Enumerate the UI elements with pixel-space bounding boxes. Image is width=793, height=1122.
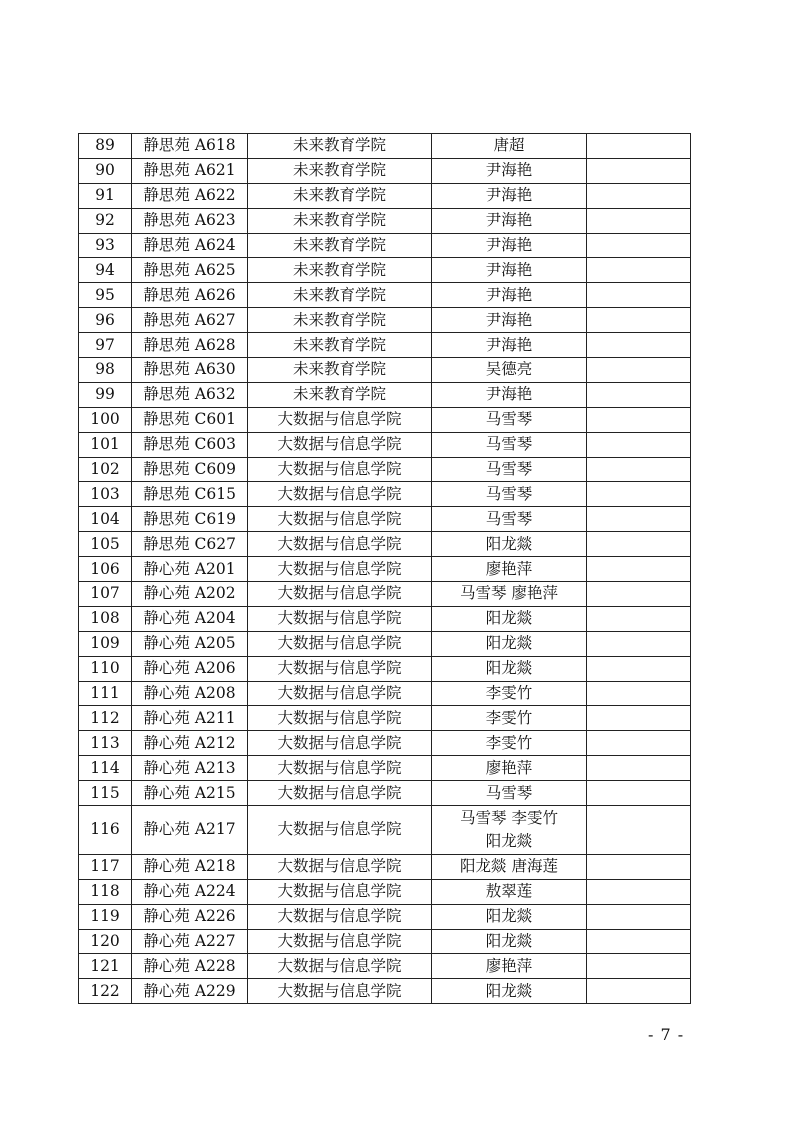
room-cell: 静心苑 A211: [132, 706, 248, 731]
table-row: [79, 681, 691, 706]
staff-cell: 马雪琴: [432, 432, 587, 457]
staff-cell: 阳龙燚 唐海莲: [432, 854, 587, 879]
college-cell: 大数据与信息学院: [248, 756, 432, 781]
note-cell: [587, 183, 691, 208]
note-cell: [587, 731, 691, 756]
college-cell: 大数据与信息学院: [248, 731, 432, 756]
college-cell: 大数据与信息学院: [248, 606, 432, 631]
room-cell: 静心苑 A217: [132, 806, 248, 855]
room-cell: 静心苑 A215: [132, 781, 248, 806]
room-cell: 静思苑 A626: [132, 283, 248, 308]
college-cell: 未来教育学院: [248, 183, 432, 208]
room-cell: 静心苑 A201: [132, 557, 248, 582]
college-cell: 大数据与信息学院: [248, 582, 432, 607]
note-cell: [587, 656, 691, 681]
row-number: 110: [79, 656, 132, 681]
room-cell: 静思苑 C615: [132, 482, 248, 507]
room-cell: 静思苑 C601: [132, 407, 248, 432]
room-cell: 静思苑 C619: [132, 507, 248, 532]
note-cell: [587, 806, 691, 855]
staff-cell: 阳龙燚: [432, 606, 587, 631]
college-cell: 未来教育学院: [248, 308, 432, 333]
room-cell: 静思苑 C627: [132, 532, 248, 557]
staff-cell: 李雯竹: [432, 681, 587, 706]
room-cell: 静思苑 A621: [132, 158, 248, 183]
table-row: [79, 756, 691, 781]
table-row: [79, 582, 691, 607]
table-row: [79, 158, 691, 183]
staff-cell: 吴德亮: [432, 358, 587, 383]
row-number: 112: [79, 706, 132, 731]
room-cell: 静心苑 A205: [132, 631, 248, 656]
staff-cell: 尹海艳: [432, 283, 587, 308]
table-row: [79, 208, 691, 233]
college-cell: 大数据与信息学院: [248, 507, 432, 532]
note-cell: [587, 457, 691, 482]
row-number: 107: [79, 582, 132, 607]
row-number: 120: [79, 929, 132, 954]
row-number: 90: [79, 158, 132, 183]
college-cell: 未来教育学院: [248, 258, 432, 283]
room-cell: 静思苑 A627: [132, 308, 248, 333]
room-cell: 静思苑 A625: [132, 258, 248, 283]
table-row: [79, 333, 691, 358]
table-row: [79, 532, 691, 557]
room-cell: 静心苑 A202: [132, 582, 248, 607]
college-cell: 未来教育学院: [248, 134, 432, 159]
room-cell: 静思苑 A628: [132, 333, 248, 358]
row-number: 121: [79, 954, 132, 979]
staff-cell: 廖艳萍: [432, 756, 587, 781]
note-cell: [587, 134, 691, 159]
staff-cell: 尹海艳: [432, 258, 587, 283]
note-cell: [587, 879, 691, 904]
row-number: 91: [79, 183, 132, 208]
row-number: 89: [79, 134, 132, 159]
staff-cell: 尹海艳: [432, 158, 587, 183]
staff-cell: 阳龙燚: [432, 656, 587, 681]
room-cell: 静心苑 A204: [132, 606, 248, 631]
college-cell: 大数据与信息学院: [248, 557, 432, 582]
note-cell: [587, 904, 691, 929]
row-number: 96: [79, 308, 132, 333]
table-row: [79, 482, 691, 507]
college-cell: 大数据与信息学院: [248, 806, 432, 855]
staff-cell: 唐超: [432, 134, 587, 159]
staff-cell: 尹海艳: [432, 382, 587, 407]
table-row: [79, 979, 691, 1004]
room-cell: 静心苑 A213: [132, 756, 248, 781]
college-cell: 未来教育学院: [248, 233, 432, 258]
staff-cell: 阳龙燚: [432, 929, 587, 954]
row-number: 119: [79, 904, 132, 929]
room-cell: 静思苑 C603: [132, 432, 248, 457]
staff-cell: 阳龙燚: [432, 631, 587, 656]
college-cell: 大数据与信息学院: [248, 432, 432, 457]
note-cell: [587, 781, 691, 806]
note-cell: [587, 929, 691, 954]
college-cell: 大数据与信息学院: [248, 457, 432, 482]
college-cell: 大数据与信息学院: [248, 954, 432, 979]
room-cell: 静心苑 A227: [132, 929, 248, 954]
college-cell: 未来教育学院: [248, 283, 432, 308]
row-number: 116: [79, 806, 132, 855]
staff-cell: 李雯竹: [432, 706, 587, 731]
table-row: [79, 308, 691, 333]
note-cell: [587, 681, 691, 706]
college-cell: 未来教育学院: [248, 208, 432, 233]
college-cell: 未来教育学院: [248, 358, 432, 383]
staff-cell: 马雪琴: [432, 482, 587, 507]
staff-cell: 马雪琴: [432, 507, 587, 532]
note-cell: [587, 432, 691, 457]
room-cell: 静心苑 A206: [132, 656, 248, 681]
college-cell: 大数据与信息学院: [248, 482, 432, 507]
note-cell: [587, 233, 691, 258]
staff-cell: 阳龙燚: [432, 904, 587, 929]
table-body: [79, 134, 691, 1004]
staff-cell: 尹海艳: [432, 308, 587, 333]
row-number: 108: [79, 606, 132, 631]
row-number: 98: [79, 358, 132, 383]
note-cell: [587, 283, 691, 308]
row-number: 115: [79, 781, 132, 806]
college-cell: 大数据与信息学院: [248, 879, 432, 904]
staff-cell: 马雪琴: [432, 407, 587, 432]
row-number: 100: [79, 407, 132, 432]
row-number: 118: [79, 879, 132, 904]
staff-cell: 马雪琴: [432, 457, 587, 482]
college-cell: 大数据与信息学院: [248, 904, 432, 929]
table-row: [79, 706, 691, 731]
college-cell: 大数据与信息学院: [248, 407, 432, 432]
table-row: [79, 929, 691, 954]
college-cell: 大数据与信息学院: [248, 532, 432, 557]
room-cell: 静思苑 A622: [132, 183, 248, 208]
note-cell: [587, 954, 691, 979]
room-cell: 静思苑 C609: [132, 457, 248, 482]
table-row: [79, 407, 691, 432]
room-cell: 静心苑 A212: [132, 731, 248, 756]
table-row: [79, 283, 691, 308]
college-cell: 未来教育学院: [248, 158, 432, 183]
staff-cell: 李雯竹: [432, 731, 587, 756]
row-number: 105: [79, 532, 132, 557]
room-cell: 静心苑 A228: [132, 954, 248, 979]
note-cell: [587, 208, 691, 233]
row-number: 95: [79, 283, 132, 308]
college-cell: 大数据与信息学院: [248, 979, 432, 1004]
row-number: 117: [79, 854, 132, 879]
table-row: [79, 233, 691, 258]
table-row: [79, 258, 691, 283]
note-cell: [587, 756, 691, 781]
row-number: 104: [79, 507, 132, 532]
college-cell: 大数据与信息学院: [248, 631, 432, 656]
row-number: 106: [79, 557, 132, 582]
staff-cell: 尹海艳: [432, 233, 587, 258]
note-cell: [587, 258, 691, 283]
table-row: [79, 457, 691, 482]
note-cell: [587, 358, 691, 383]
staff-cell: 尹海艳: [432, 183, 587, 208]
note-cell: [587, 333, 691, 358]
note-cell: [587, 606, 691, 631]
college-cell: 未来教育学院: [248, 382, 432, 407]
room-cell: 静思苑 A623: [132, 208, 248, 233]
table-row: [79, 854, 691, 879]
college-cell: 大数据与信息学院: [248, 706, 432, 731]
table-row: [79, 606, 691, 631]
room-cell: 静心苑 A224: [132, 879, 248, 904]
note-cell: [587, 854, 691, 879]
table-row: [79, 631, 691, 656]
note-cell: [587, 631, 691, 656]
staff-cell: 尹海艳: [432, 333, 587, 358]
college-cell: 大数据与信息学院: [248, 929, 432, 954]
room-cell: 静心苑 A229: [132, 979, 248, 1004]
note-cell: [587, 582, 691, 607]
college-cell: 大数据与信息学院: [248, 854, 432, 879]
table-row: [79, 183, 691, 208]
staff-line: 阳龙燚: [485, 831, 533, 850]
table-row: [79, 954, 691, 979]
note-cell: [587, 706, 691, 731]
staff-cell: 马雪琴: [432, 781, 587, 806]
room-cell: 静心苑 A208: [132, 681, 248, 706]
room-cell: 静思苑 A632: [132, 382, 248, 407]
table-row: [79, 432, 691, 457]
table-row: [79, 382, 691, 407]
note-cell: [587, 557, 691, 582]
note-cell: [587, 308, 691, 333]
staff-line: 马雪琴 李雯竹: [460, 808, 558, 827]
table-row: [79, 134, 691, 159]
note-cell: [587, 158, 691, 183]
staff-cell: [432, 806, 587, 855]
table-row: [79, 781, 691, 806]
room-cell: 静思苑 A630: [132, 358, 248, 383]
college-cell: 大数据与信息学院: [248, 681, 432, 706]
page-number: - 7 -: [648, 1025, 685, 1044]
table-row: [79, 507, 691, 532]
room-cell: 静心苑 A218: [132, 854, 248, 879]
table-row: [79, 806, 691, 855]
row-number: 102: [79, 457, 132, 482]
staff-cell: 廖艳萍: [432, 557, 587, 582]
table-row: [79, 904, 691, 929]
row-number: 103: [79, 482, 132, 507]
staff-cell: 阳龙燚: [432, 979, 587, 1004]
note-cell: [587, 482, 691, 507]
row-number: 109: [79, 631, 132, 656]
row-number: 99: [79, 382, 132, 407]
staff-cell: 尹海艳: [432, 208, 587, 233]
row-number: 111: [79, 681, 132, 706]
note-cell: [587, 382, 691, 407]
row-number: 94: [79, 258, 132, 283]
row-number: 101: [79, 432, 132, 457]
room-cell: 静心苑 A226: [132, 904, 248, 929]
table-row: [79, 879, 691, 904]
note-cell: [587, 979, 691, 1004]
staff-cell: 马雪琴 廖艳萍: [432, 582, 587, 607]
staff-cell: 阳龙燚: [432, 532, 587, 557]
row-number: 113: [79, 731, 132, 756]
row-number: 114: [79, 756, 132, 781]
college-cell: 大数据与信息学院: [248, 656, 432, 681]
table-row: [79, 656, 691, 681]
row-number: 93: [79, 233, 132, 258]
table-row: [79, 731, 691, 756]
note-cell: [587, 532, 691, 557]
room-cell: 静思苑 A624: [132, 233, 248, 258]
room-cell: 静思苑 A618: [132, 134, 248, 159]
staff-cell: 廖艳萍: [432, 954, 587, 979]
staff-cell: 敖翠莲: [432, 879, 587, 904]
note-cell: [587, 407, 691, 432]
college-cell: 大数据与信息学院: [248, 781, 432, 806]
note-cell: [587, 507, 691, 532]
row-number: 92: [79, 208, 132, 233]
row-number: 122: [79, 979, 132, 1004]
college-cell: 未来教育学院: [248, 333, 432, 358]
room-assignment-table: [78, 133, 691, 1004]
table-row: [79, 358, 691, 383]
row-number: 97: [79, 333, 132, 358]
table-row: [79, 557, 691, 582]
